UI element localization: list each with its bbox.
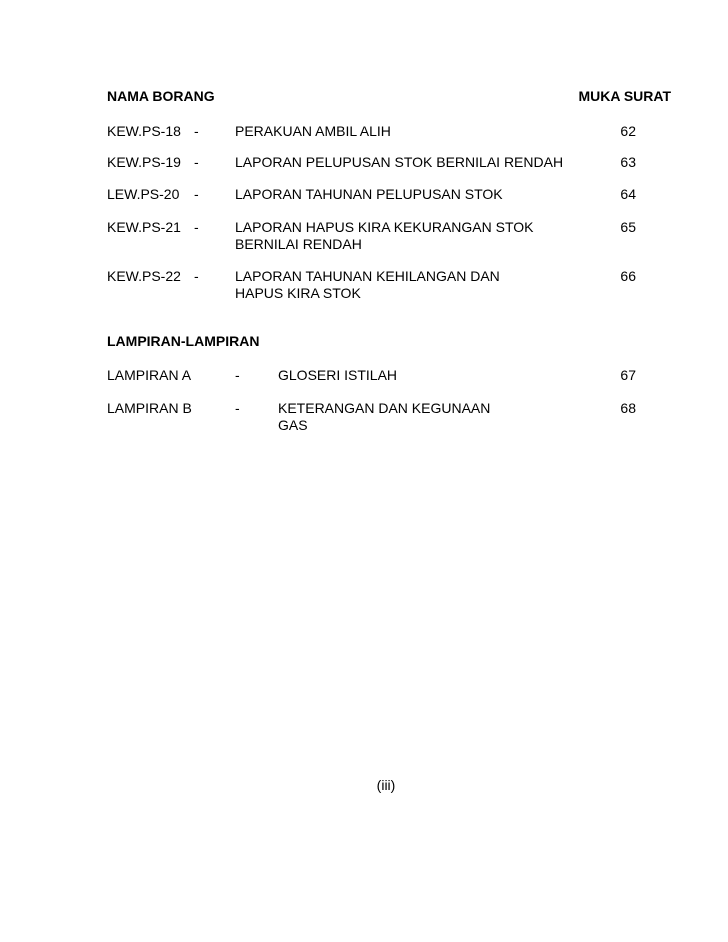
form-page: 66: [620, 268, 636, 284]
form-code: KEW.PS-19: [107, 154, 181, 170]
appendix-title-continued: GAS: [278, 417, 308, 433]
column-header-page: MUKA SURAT: [578, 88, 671, 104]
form-title: LAPORAN TAHUNAN KEHILANGAN DAN: [235, 268, 500, 284]
form-title-continued: BERNILAI RENDAH: [235, 236, 362, 252]
form-page: 62: [620, 123, 636, 139]
form-dash: -: [194, 123, 199, 139]
appendix-heading: LAMPIRAN-LAMPIRAN: [107, 333, 260, 349]
appendix-dash: -: [235, 367, 240, 383]
form-dash: -: [194, 268, 199, 284]
form-code: KEW.PS-21: [107, 219, 181, 235]
form-page: 65: [620, 219, 636, 235]
form-code: KEW.PS-18: [107, 123, 181, 139]
form-dash: -: [194, 219, 199, 235]
form-code: LEW.PS-20: [107, 186, 180, 202]
form-page: 63: [620, 154, 636, 170]
appendix-code: LAMPIRAN B: [107, 400, 192, 416]
page-number: (iii): [376, 777, 396, 793]
form-page: 64: [620, 186, 636, 202]
form-title-continued: HAPUS KIRA STOK: [235, 285, 361, 301]
form-title: LAPORAN PELUPUSAN STOK BERNILAI RENDAH: [235, 154, 564, 170]
appendix-page: 68: [620, 400, 636, 416]
form-title: PERAKUAN AMBIL ALIH: [235, 123, 391, 139]
appendix-code: LAMPIRAN A: [107, 367, 192, 383]
form-dash: -: [194, 186, 199, 202]
form-code: KEW.PS-22: [107, 268, 181, 284]
form-dash: -: [194, 154, 199, 170]
form-title: LAPORAN HAPUS KIRA KEKURANGAN STOK: [235, 219, 534, 235]
appendix-title: GLOSERI ISTILAH: [278, 367, 398, 383]
appendix-title: KETERANGAN DAN KEGUNAAN: [278, 400, 491, 416]
appendix-page: 67: [620, 367, 636, 383]
column-header-form-name: NAMA BORANG: [107, 88, 215, 104]
appendix-dash: -: [235, 400, 240, 416]
form-title: LAPORAN TAHUNAN PELUPUSAN STOK: [235, 186, 503, 202]
